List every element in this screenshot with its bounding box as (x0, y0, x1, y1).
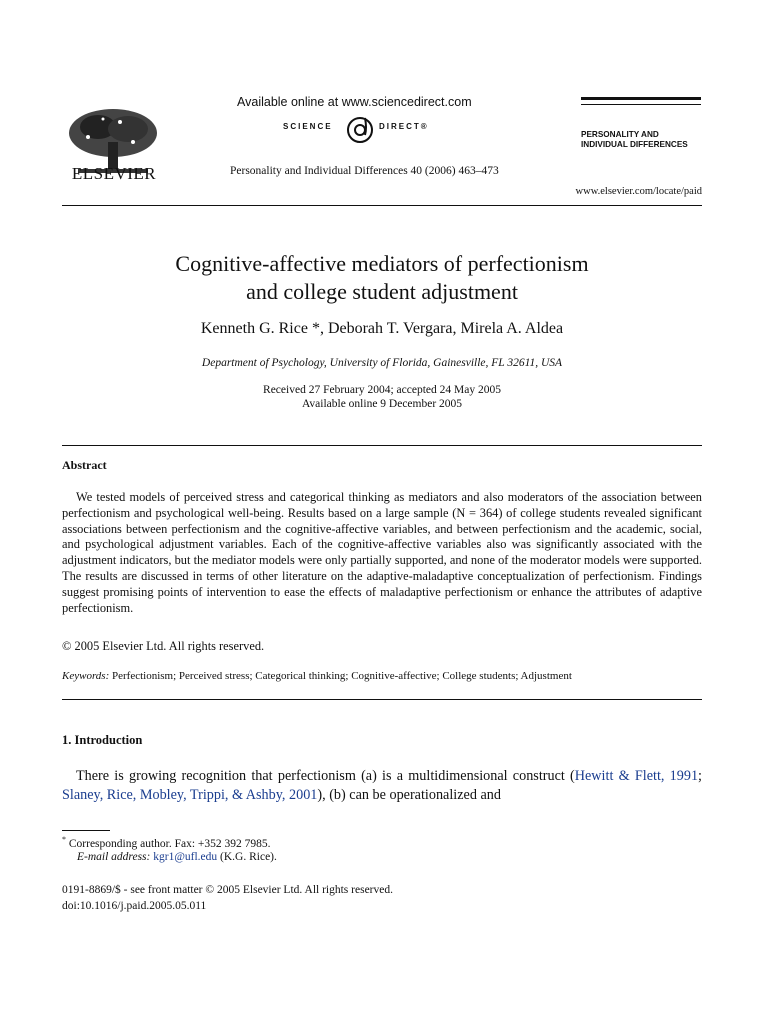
intro-separator: ; (698, 768, 702, 784)
email-link[interactable]: kgr1@ufl.edu (153, 851, 218, 863)
sciencedirect-d-icon (343, 114, 377, 144)
abstract-top-rule (62, 445, 702, 446)
intro-text-1: There is growing recognition that perfectionism (a) is a multidimensional construct ( (76, 768, 575, 784)
email-label: E-mail address: (77, 851, 151, 863)
journal-title (581, 130, 688, 149)
abstract-body (62, 490, 702, 616)
sciencedirect-logo (283, 114, 453, 144)
introduction-body (62, 767, 702, 805)
journal-rule-thin (581, 104, 701, 105)
introduction-paragraph (62, 767, 702, 805)
header-divider (62, 205, 702, 206)
abstract-copyright: © 2005 Elsevier Ltd. All rights reserved. (62, 639, 265, 653)
journal-title-line-2: INDIVIDUAL DIFFERENCES (581, 139, 688, 149)
keywords-list: Perfectionism; Perceived stress; Categorical thinking; Cognitive-affective; College students; Adjustment (112, 670, 572, 682)
abstract-paragraph: We tested models of perceived stress and categorical thinking as mediators and also moderators of the association between perfectionism and psychological well-being. Results based on a large sample (N = 364) of college students revealed significant associations between perfectionism and the cognitive-affective variables, and between perfectionism and the academic, social, and psychological adjustment variables. Each of the cognitive-affective variables also was significantly associated with the adjustment indicators, but the mediator models were only partially supported, and none of the moderator models were supported. The results are discussed in terms of other literature on the adaptive-maladaptive conceptualization of perfectionism. Findings suggest promising points of intervention to ease the effects of maladaptive perfectionism or enhance the attributes of adaptive perfectionism. (62, 490, 702, 615)
paper-title (62, 250, 702, 306)
sciencedirect-right-word: DIRECT® (379, 122, 429, 131)
publisher-name: ELSEVIER (71, 164, 157, 183)
footnote-rule (62, 830, 110, 831)
footnote-email (77, 851, 277, 863)
keywords-line (62, 670, 702, 682)
author-affiliation: Department of Psychology, University of Florida, Gainesville, FL 32611, USA (201, 357, 563, 369)
journal-citation: Personality and Individual Differences 40 (2006) 463–473 (230, 165, 499, 177)
sciencedirect-left-word: SCIENCE (283, 122, 333, 131)
doi-link[interactable]: doi:10.1016/j.paid.2005.05.011 (62, 900, 207, 912)
journal-title-line-1: PERSONALITY AND (581, 130, 659, 139)
received-dates: Received 27 February 2004; accepted 24 May 2005 (263, 384, 501, 396)
available-online-text: Available online at www.sciencedirect.com (237, 95, 472, 109)
footnote-corresponding (62, 835, 271, 850)
keywords-label: Keywords: (62, 670, 110, 682)
author-list: Kenneth G. Rice *, Deborah T. Vergara, Mirela A. Aldea (200, 320, 564, 337)
citation-link-slaney[interactable]: Slaney, Rice, Mobley, Trippi, & Ashby, 2001 (62, 787, 318, 803)
abstract-heading: Abstract (62, 458, 107, 472)
article-history (62, 383, 702, 411)
journal-rule-thick (581, 97, 701, 100)
issn-line: 0191-8869/$ - see front matter © 2005 Elsevier Ltd. All rights reserved. (62, 884, 393, 896)
available-date: Available online 9 December 2005 (301, 398, 463, 410)
paper-title-line-2: and college student adjustment (246, 279, 518, 304)
email-suffix: (K.G. Rice). (220, 851, 277, 863)
journal-url-link[interactable]: www.elsevier.com/locate/paid (575, 186, 702, 197)
footnote-corresponding-text: Corresponding author. Fax: +352 392 7985. (68, 837, 271, 850)
section-heading-introduction: 1. Introduction (62, 733, 143, 747)
footnote-marker: * (62, 835, 66, 844)
intro-text-2: ), (b) can be operationalized and (317, 787, 501, 803)
abstract-bottom-rule (62, 699, 702, 700)
citation-link-hewitt[interactable]: Hewitt & Flett, 1991 (574, 768, 699, 784)
paper-title-line-1: Cognitive-affective mediators of perfectionism (175, 251, 589, 276)
